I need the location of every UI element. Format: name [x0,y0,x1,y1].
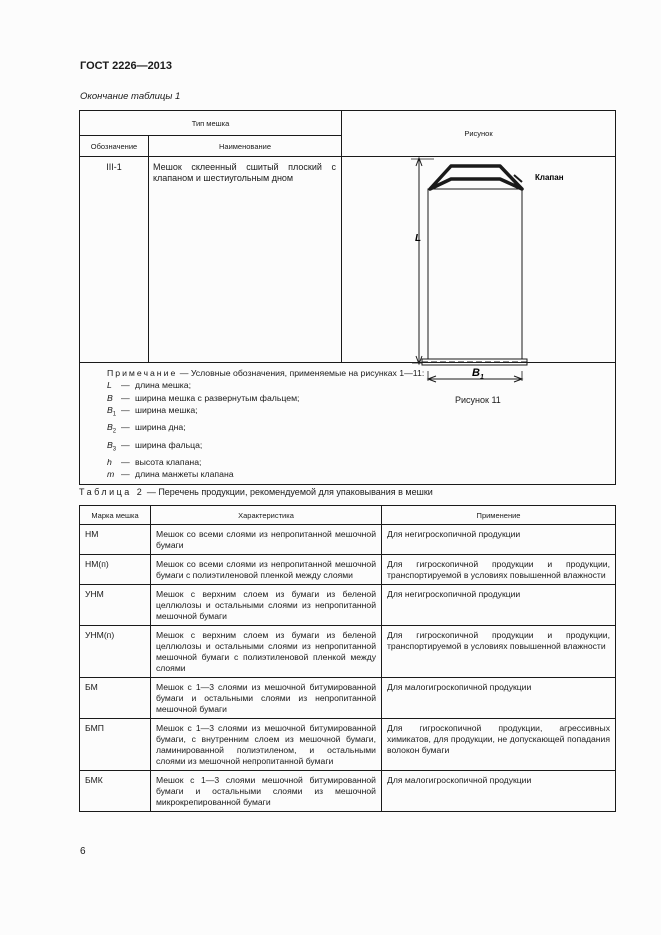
column-header: Характеристика [151,506,382,525]
note-item: h — высота клапана; [107,456,202,467]
label-L: L [415,233,422,244]
header-name: Наименование [149,136,342,157]
bag-application: Для малогигроскопичной продукции [382,678,616,719]
figure-caption: Рисунок 11 [455,395,501,405]
table-row [80,555,616,585]
bag-characteristic: Мешок с 1—3 слоями из мешочной битумированной бумаги, с внутренним слоем из мешочной бумаги, ламинированной полиэтиленом, и остальными слоями из мешочной непропитанной бумаги [151,719,382,771]
column-header: Применение [382,506,616,525]
bag-mark: БМ [80,678,151,719]
bag-application: Для негигроскопичной продукции [382,585,616,626]
figure-cell [342,157,616,405]
note-intro: — Условные обозначения, применяемые на рисунках 1—11: [179,368,425,378]
bag-mark: УНМ(п) [80,626,151,678]
table-row [80,585,616,626]
note-item: $B_1$ — ширина мешка; [107,405,198,418]
note-item: $B_2$ — ширина дна; [107,422,186,436]
bag-mark: БМП [80,719,151,771]
column-header: Марка мешка [80,506,151,525]
note-item: B — ширина мешка с развернутым фальцем; [107,392,300,403]
table-row [80,626,616,678]
table2-caption: Таблица 2 — Перечень продукции, рекомендуемой для упаковывания в мешки [79,487,433,497]
page-number: 6 [80,846,86,857]
bag-outline [428,189,522,359]
bag-application: Для негигроскопичной продукции [382,525,616,555]
note-items [107,379,588,480]
note-item: $B_3$ — ширина фальца; [107,439,203,453]
table2 [79,505,616,812]
bag-characteristic: Мешок со всеми слоями из непропитанной мешочной бумаги [151,525,382,555]
document-title: ГОСТ 2226—2013 [80,60,173,72]
hexagonal-bottom [430,166,522,189]
table1-continuation-caption: Окончание таблицы 1 [80,91,181,102]
table1-note [80,363,616,485]
bag-application: Для малогигроскопичной продукции [382,771,616,812]
table-row [80,678,616,719]
header-figure: Рисунок [342,111,616,157]
bag-characteristic: Мешок с верхним слоем из бумаги из беленой целлюлозы и остальными слоями из непропитанной мешочной бумаги [151,585,382,626]
bag-mark: БМК [80,771,151,812]
bag-characteristic: Мешок с 1—3 слоями из мешочной битумированной бумаги и остальными слоями из непропитанной мешочной бумаги [151,678,382,719]
valve-label: Клапан [535,173,564,182]
bag-type-code: III-1 [80,157,149,363]
table1 [79,110,616,485]
bag-mark: УНМ [80,585,151,626]
bag-characteristic: Мешок со всеми слоями из непропитанной мешочной бумаги с полиэтиленовой пленкой между слоями [151,555,382,585]
table-row [80,525,616,555]
header-designation: Обозначение [80,136,149,157]
table-row [80,719,616,771]
label-B1: $B_1$ [472,367,484,381]
bag-application: Для гигроскопичной продукции, агрессивных химикатов, для продукции, не допускающей попадания волокон бумаги [382,719,616,771]
bag-application: Для гигроскопичной продукции и продукции, транспортируемой в условиях повышенной влажности [382,626,616,678]
header-bag-type: Тип мешка [80,111,342,136]
note-item: m — длина манжеты клапана [107,469,234,480]
bag-mark: НМ(п) [80,555,151,585]
bag-type-name: Мешок склеенный сшитый плоский с клапаном и шестиугольным дном [149,157,342,363]
bag-application: Для гигроскопичной продукции и продукции, транспортируемой в условиях повышенной влажности [382,555,616,585]
note-item: L — длина мешка; [107,380,192,391]
note-title: Примечание [107,368,178,378]
table-row [80,771,616,812]
bag-mark: НМ [80,525,151,555]
bag-characteristic: Мешок с верхним слоем из бумаги из беленой целлюлозы и остальными слоями из непропитанной мешочной бумаги с полиэтиленовой пленкой между слоями [151,626,382,678]
bag-characteristic: Мешок с 1—3 слоями мешочной битумированной бумаги и остальными слоями из мешочной микрокрепированной бумаги [151,771,382,812]
bag-drawing [342,157,616,381]
